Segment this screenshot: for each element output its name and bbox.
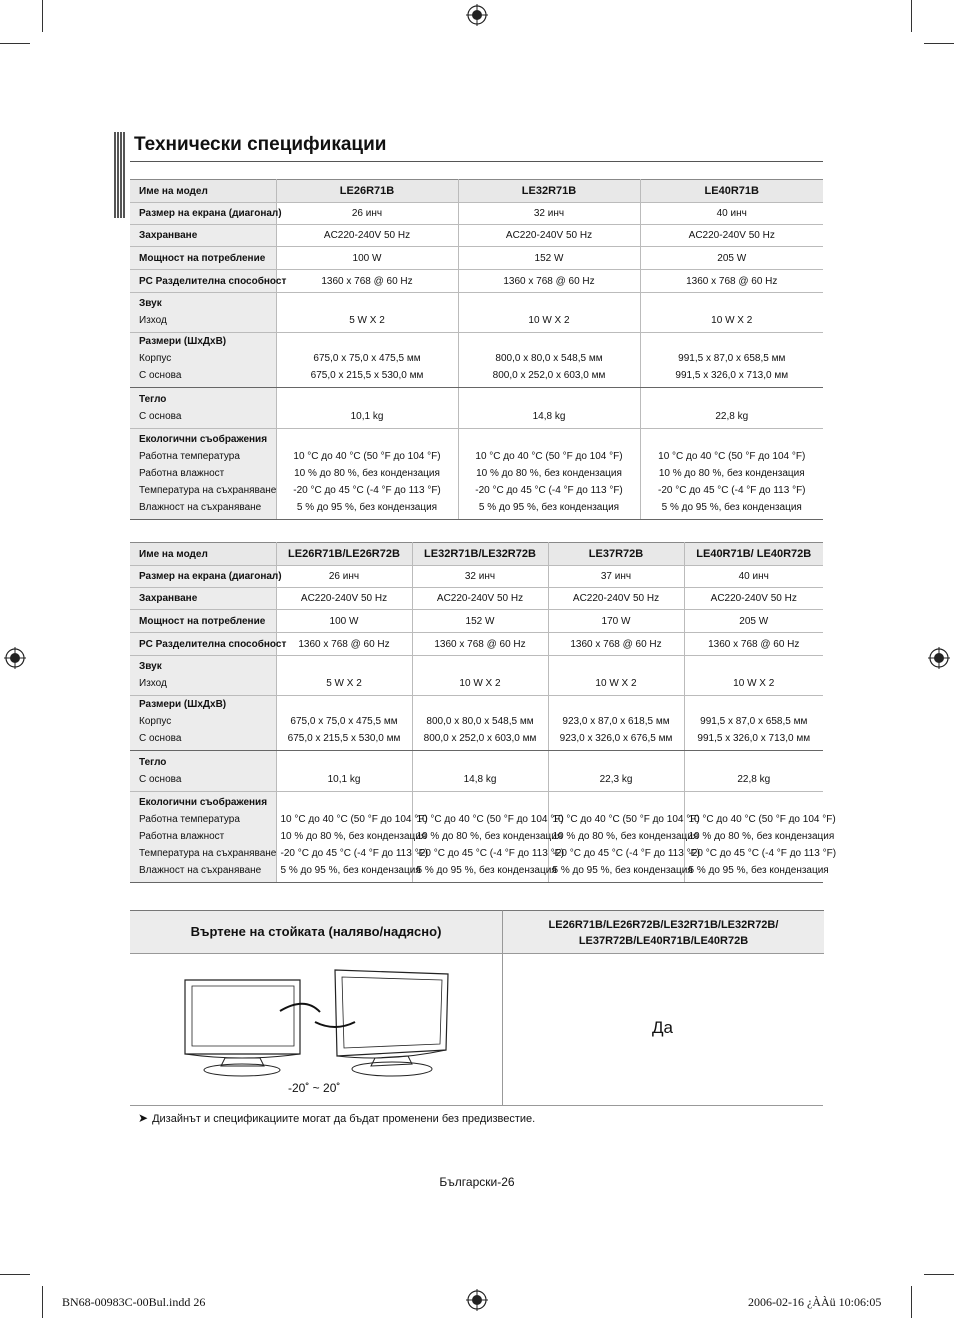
row-label [130,333,276,388]
row-value: 10 % до 80 %, без кондензация [552,831,699,842]
row-value-cell [548,751,684,792]
row-value-cell [458,429,640,520]
row-value-cell [276,656,412,696]
table-row [130,610,823,633]
row-label-title: Мощност на потребление [139,615,266,627]
row-value-cell [412,656,548,696]
row-value: -20 °C до 45 °C (-4 °F до 113 °F) [657,485,806,496]
row-value: 152 W [534,252,564,264]
row-value-cell [548,588,684,610]
row-value: 800,0 x 80,0 x 548,5 мм [495,353,603,364]
row-value-cell [684,588,823,610]
note [138,1111,535,1125]
row-value: 32 инч [533,208,565,219]
row-label-sub: Температура на съхраняване [139,485,277,496]
row-value-cell [276,610,412,633]
header-model: LE32R71B [458,180,640,203]
header-label: Име на модел [130,543,276,566]
row-value: 10 °C до 40 °C (50 °F до 104 °F) [293,451,441,462]
table-row [130,429,823,520]
row-label-sub: Изход [139,315,167,326]
row-value: 26 инч [328,571,360,582]
table-row [130,566,823,588]
table-row [130,203,823,225]
row-label-title: PC Разделителна способност [139,275,287,287]
registration-mark-icon [466,1289,488,1311]
row-label [130,696,276,751]
row-value: AC220-240V 50 Hz [688,230,775,241]
row-value-cell [412,633,548,656]
row-value: 100 W [352,252,382,264]
row-label-title: Екологични съображения [139,797,268,808]
row-label-title: Звук [139,298,162,309]
row-value-cell [412,588,548,610]
row-value: 10 % до 80 %, без кондензация [416,831,563,842]
row-value: 5 W X 2 [326,678,362,689]
row-label [130,429,276,520]
table-row [130,633,823,656]
row-label [130,566,282,588]
row-label-sub: Работна температура [139,814,240,825]
row-value: 675,0 x 75,0 x 475,5 мм [290,716,398,727]
footer-file-name: BN68-00983C-00Bul.indd 26 [62,1295,206,1309]
rotation-header-label: Въртене на стойката (наляво/надясно) [190,924,442,939]
row-label-sub: Работна влажност [139,468,225,479]
footer-timestamp: 2006-02-16 ¿ÀÀü 10:06:05 [748,1295,882,1309]
row-label-sub: С основа [139,774,182,785]
row-value: 10 % до 80 %, без кондензация [280,831,427,842]
stand-rotation-table [130,910,823,1106]
row-value: 10 W X 2 [595,678,637,689]
row-value: 5 % до 95 %, без кондензация [478,502,620,513]
row-label-title: Захранване [139,230,198,241]
row-value: 22,8 kg [715,411,749,422]
row-value-cell [276,203,458,225]
row-value: 40 инч [716,208,747,219]
row-value-cell [276,588,412,610]
row-value: 923,0 x 326,0 x 676,5 мм [559,733,673,744]
row-value: 10 °C до 40 °C (50 °F до 104 °F) [688,814,836,825]
row-label [130,633,287,656]
row-value: 10,1 kg [350,411,384,422]
row-value-cell [640,270,823,293]
row-value-cell [412,566,548,588]
row-label-sub: С основа [139,411,182,422]
row-value-cell [684,633,823,656]
row-label [130,751,276,792]
row-value: -20 °C до 45 °C (-4 °F до 113 °F) [280,848,429,859]
row-label-title: Размер на екрана (диагонал) [139,208,282,219]
row-value-cell [458,247,640,270]
row-label-title: Екологични съображения [139,434,268,445]
registration-mark-icon [466,4,488,26]
rotation-models-line1: LE26R71B/LE26R72B/LE32R71B/LE32R72B/ [548,919,779,931]
table-header-row [130,180,823,203]
row-value-cell [548,633,684,656]
row-value: -20 °C до 45 °C (-4 °F до 113 °F) [475,485,623,496]
row-value: 22,8 kg [737,774,771,785]
row-value-cell [458,225,640,247]
row-value: 10 °C до 40 °C (50 °F до 104 °F) [416,814,564,825]
table-row [130,333,823,388]
row-value: AC220-240V 50 Hz [436,593,524,604]
row-value: 37 инч [600,571,632,582]
row-value-cell [640,293,823,333]
row-label-title: Звук [139,661,162,672]
header-model: LE26R71B [276,180,458,203]
row-value: 991,5 x 326,0 x 713,0 мм [697,733,811,744]
row-value: 1360 x 768 @ 60 Hz [686,275,778,287]
row-value: AC220-240V 50 Hz [323,230,411,241]
spec-table-2 [130,542,837,883]
row-label-sub: Изход [139,678,167,689]
row-label [130,203,282,225]
title-bar-decoration [114,132,126,218]
spec-table-1 [130,179,823,520]
header-model: LE26R71B/LE26R72B [276,543,412,566]
row-label-sub: Работна влажност [139,831,225,842]
rotation-value: Да [652,1018,673,1037]
row-label-title: Мощност на потребление [139,252,266,264]
row-label [130,293,276,333]
row-value: 10 W X 2 [711,315,753,326]
row-label [130,792,276,883]
row-value-cell [684,656,823,696]
row-value-cell [412,696,548,751]
header-model: LE40R71B/ LE40R72B [684,543,823,566]
row-value: 10 W X 2 [733,678,775,689]
row-value: 152 W [465,615,495,627]
table-row [130,588,823,610]
row-value-cell [276,333,458,388]
row-value: 1360 x 768 @ 60 Hz [321,275,413,287]
table-row [130,270,823,293]
row-value: AC220-240V 50 Hz [710,593,797,604]
row-label-title: Размер на екрана (диагонал) [139,571,282,582]
table-row [130,225,823,247]
registration-mark-icon [4,647,26,669]
row-value: 10 °C до 40 °C (50 °F до 104 °F) [280,814,428,825]
row-value: 1360 x 768 @ 60 Hz [434,638,526,650]
row-value: 5 % до 95 %, без кондензация [280,865,421,876]
row-value-cell [684,792,837,883]
row-value-cell [684,566,823,588]
row-value: 1360 x 768 @ 60 Hz [503,275,595,287]
row-value: 675,0 x 75,0 x 475,5 мм [313,353,421,364]
row-label [130,610,276,633]
row-value-cell [276,270,458,293]
row-value: 5 % до 95 %, без кондензация [552,865,693,876]
row-label-sub: Влажност на съхраняване [139,865,262,876]
row-value-cell [684,696,823,751]
row-value: 1360 x 768 @ 60 Hz [708,638,800,650]
row-value: 5 % до 95 %, без кондензация [688,865,829,876]
row-value: 40 инч [738,571,769,582]
row-label-title: Тегло [139,757,167,768]
row-value: 675,0 x 215,5 x 530,0 мм [310,370,424,381]
row-value-cell [640,388,823,429]
row-value-cell [458,270,640,293]
row-value: 26 инч [351,208,383,219]
row-value: 5 W X 2 [349,315,385,326]
row-value: 675,0 x 215,5 x 530,0 мм [287,733,401,744]
table-row [130,656,823,696]
row-label-title: Тегло [139,394,167,405]
row-value: 10 % до 80 %, без кондензация [658,468,805,479]
rotation-angle-label: -20˚ ~ 20˚ [288,1081,341,1095]
row-value: 10 % до 80 %, без кондензация [476,468,622,479]
header-model: LE37R72B [548,543,684,566]
row-value-cell [412,610,548,633]
page-title: Технически спецификации [134,134,387,155]
table-row [130,247,823,270]
row-label [130,247,276,270]
row-value: 22,3 kg [599,774,633,785]
row-label-title: Размери (ШхДхВ) [139,336,227,347]
row-value-cell [684,610,823,633]
row-value-cell [548,566,684,588]
row-value-cell [548,656,684,696]
row-label [130,588,276,610]
row-label-title: Захранване [139,593,198,604]
page-number: Български-26 [439,1175,515,1189]
title-divider [130,161,823,162]
row-value-cell [548,696,684,751]
row-value: 800,0 x 80,0 x 548,5 мм [426,716,534,727]
arrow-icon: ➤ [138,1111,149,1125]
row-value-cell [548,610,684,633]
row-label-sub: Корпус [139,353,172,364]
row-value-cell [458,203,640,225]
row-value-cell [276,633,412,656]
row-value-cell [640,225,823,247]
row-value: AC220-240V 50 Hz [505,230,593,241]
row-label-title: PC Разделителна способност [139,638,287,650]
row-value-cell [276,429,458,520]
tv-rotation-illustration [180,966,455,1081]
row-value-cell [640,333,823,388]
registration-mark-icon [928,647,950,669]
row-label-sub: С основа [139,370,182,381]
row-value: 10,1 kg [327,774,361,785]
rotation-header-right [502,910,824,954]
row-label-title: Размери (ШхДхВ) [139,699,227,710]
row-value: 10 W X 2 [459,678,501,689]
note-text: Дизайнът и спецификациите могат да бъдат променени без предизвестие. [152,1113,536,1125]
row-value-cell [276,293,458,333]
row-value: 10 °C до 40 °C (50 °F до 104 °F) [552,814,700,825]
table-row [130,792,823,883]
row-value: 10 % до 80 %, без кондензация [688,831,835,842]
row-value: -20 °C до 45 °C (-4 °F до 113 °F) [688,848,837,859]
row-label-sub: С основа [139,733,182,744]
rotation-header-left [130,910,502,954]
row-value: 923,0 x 87,0 x 618,5 мм [562,716,670,727]
row-value: 5 % до 95 %, без кондензация [661,502,802,513]
row-value: 10 W X 2 [528,315,570,326]
row-value: 991,5 x 326,0 x 713,0 мм [675,370,789,381]
row-value: 800,0 x 252,0 x 603,0 мм [492,370,606,381]
row-value-cell [412,792,565,883]
row-label [130,656,276,696]
row-value: 1360 x 768 @ 60 Hz [298,638,390,650]
row-value-cell [458,333,640,388]
row-value: 5 % до 95 %, без кондензация [296,502,438,513]
row-value: -20 °C до 45 °C (-4 °F до 113 °F) [416,848,565,859]
row-value: 14,8 kg [463,774,497,785]
header-label: Име на модел [130,180,276,203]
row-value-cell [640,429,823,520]
row-label-sub: Работна температура [139,451,240,462]
row-value: 100 W [329,615,359,627]
row-label [130,270,287,293]
row-value: 205 W [717,252,747,264]
row-value: 10 °C до 40 °C (50 °F до 104 °F) [475,451,623,462]
row-value: 32 инч [464,571,496,582]
row-value: AC220-240V 50 Hz [572,593,660,604]
row-value-cell [458,388,640,429]
row-label [130,225,276,247]
row-value-cell [640,203,823,225]
row-value: 170 W [601,615,631,627]
row-value-cell [276,388,458,429]
row-value-cell [276,566,412,588]
rotation-models-line2: LE37R72B/LE40R71B/LE40R72B [578,935,749,947]
row-value: 991,5 x 87,0 x 658,5 мм [700,716,808,727]
row-label-sub: Влажност на съхраняване [139,502,262,513]
row-value-cell [458,293,640,333]
table-row [130,293,823,333]
row-label [130,388,276,429]
row-value-cell [276,696,412,751]
row-value-cell [276,225,458,247]
row-value: 10 % до 80 %, без кондензация [294,468,440,479]
row-value: 1360 x 768 @ 60 Hz [570,638,662,650]
row-value: 10 °C до 40 °C (50 °F до 104 °F) [658,451,806,462]
row-value: 14,8 kg [532,411,566,422]
row-value-cell [684,751,823,792]
row-value: 5 % до 95 %, без кондензация [416,865,557,876]
row-value: 800,0 x 252,0 x 603,0 мм [423,733,537,744]
table-header-row [130,543,823,566]
header-model: LE40R71B [640,180,823,203]
row-value-cell [276,751,412,792]
row-value-cell [276,247,458,270]
row-value-cell [276,792,429,883]
row-value: AC220-240V 50 Hz [300,593,388,604]
table-row [130,751,823,792]
row-label-sub: Корпус [139,716,172,727]
row-label-sub: Температура на съхраняване [139,848,277,859]
row-value-cell [640,247,823,270]
row-value: 205 W [739,615,769,627]
row-value: -20 °C до 45 °C (-4 °F до 113 °F) [293,485,441,496]
row-value: 991,5 x 87,0 x 658,5 мм [678,353,786,364]
table-row [130,696,823,751]
table-row [130,388,823,429]
row-value-cell [412,751,548,792]
row-value-cell [548,792,701,883]
row-value: -20 °C до 45 °C (-4 °F до 113 °F) [552,848,701,859]
header-model: LE32R71B/LE32R72B [412,543,548,566]
